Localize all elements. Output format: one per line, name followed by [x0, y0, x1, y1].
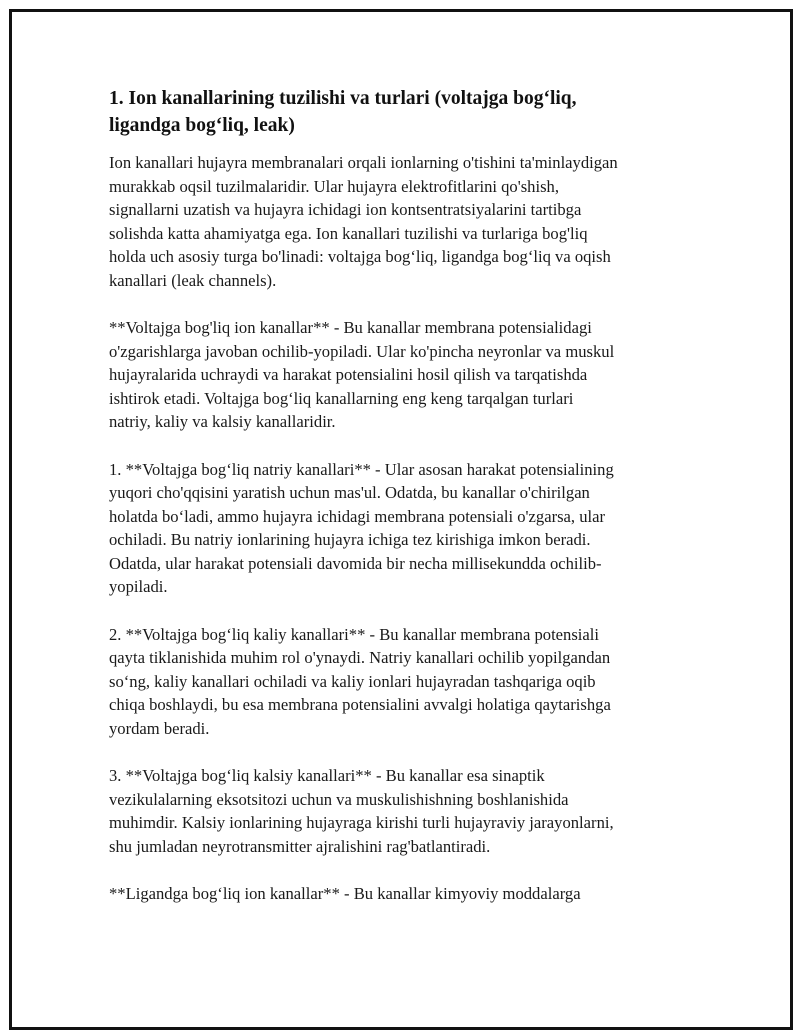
paragraph-sodium-channels: 1. **Voltajga bog‘liq natriy kanallari** - Ular asosan harakat potensialining yuqori cho'qqisini yaratish uchun mas'ul. Odatda, bu kanallar o'chirilgan holatda bo‘ladi, ammo hujayra ichidagi membrana potensiali o'zgarsa, ular ochiladi. Bu natriy ionlarining hujayra ichiga tez kirishiga imkon beradi. Odatda, ular harakat potensiali davomida bir necha millisekundda ochilib- yopiladi. [109, 459, 614, 596]
paragraph-voltage-gated: **Voltajga bog'liq ion kanallar** - Bu kanallar membrana potensialidagi o'zgarishlarga javoban ochilib-yopiladi. Ular ko'pincha neyronlar va muskul hujayralarida uchraydi va harakat potensialini hosil qilish va tarqatishda ishtirok etadi. Voltajga bog‘liq kanallarning eng keng tarqalgan turlari natriy, kaliy va kalsiy kanallaridir. [109, 318, 615, 431]
section-heading: 1. Ion kanallarining tuzilishi va turlari (voltajga bog‘liq, ligandga bog‘liq, leak) [109, 88, 577, 136]
paragraph-intro: Ion kanallari hujayra membranalari orqali ionlarning o'tishini ta'minlaydigan murakkab oqsil tuzilmalaridir. Ular hujayra elektrofitlarini qo'shish, signallarni uzatish va hujayra ichidagi ion kontsentratsiyalarini tartibga solishda katta ahamiyatga ega. Ion kanallari tuzilishi va turlariga bog'liq holda uch asosiy turga bo'linadi: voltajga bog‘liq, ligandga bog‘liq va oqish kanallari (leak channels). [109, 153, 618, 290]
paragraph-calcium-channels: 3. **Voltajga bog‘liq kalsiy kanallari** - Bu kanallar esa sinaptik vezikulalarning eksotsitozi uchun va muskulishishning boshlanishida muhimdir. Kalsiy ionlarining hujayraga kirishi turli hujayraviy jarayonlarni, shu jumladan neyrotransmitter ajralishini rag'batlantiradi. [109, 766, 614, 856]
paragraph-potassium-channels: 2. **Voltajga bog‘liq kaliy kanallari** - Bu kanallar membrana potensiali qayta tiklanishida muhim rol o'ynaydi. Natriy kanallari ochilib yopilgandan so‘ng, kaliy kanallari ochiladi va kaliy ionlari hujayradan tashqariga oqib chiqa boshlaydi, bu esa membrana potensialini avvalgi holatiga qaytarishga yordam beradi. [109, 624, 611, 738]
paragraph-ligand-gated: **Ligandga bog‘liq ion kanallar** - Bu kanallar kimyoviy moddalarga [109, 884, 581, 903]
document-body [109, 85, 694, 906]
